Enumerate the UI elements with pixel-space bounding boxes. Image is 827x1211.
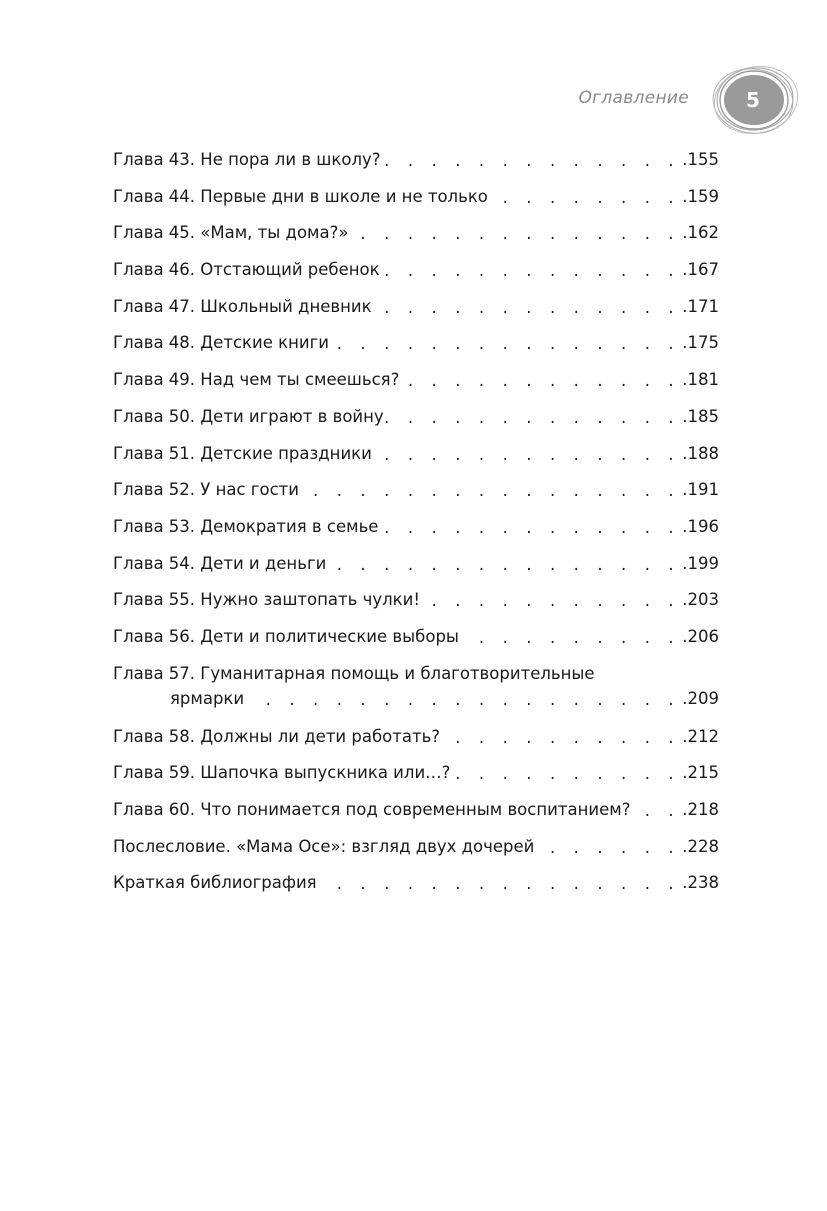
toc-entry-title: Глава 50. Дети играют в войну bbox=[113, 406, 384, 426]
dot-leader bbox=[401, 370, 680, 392]
toc-entry-title: Краткая библиография bbox=[113, 873, 317, 893]
dot-leader bbox=[382, 260, 681, 282]
table-of-contents bbox=[113, 146, 719, 906]
toc-entry-title: Глава 53. Демократия в семье bbox=[113, 516, 379, 536]
toc-entry-title: Глава 55. Нужно заштопать чулки! bbox=[113, 590, 420, 610]
toc-entry bbox=[113, 660, 719, 723]
toc-entry bbox=[113, 586, 719, 623]
toc-entry-title: Глава 54. Дети и деньги bbox=[113, 553, 327, 573]
toc-entry bbox=[113, 293, 719, 330]
toc-entry-title: Глава 60. Что понимается под современным воспитанием? bbox=[113, 800, 631, 819]
dot-leader bbox=[386, 407, 681, 429]
dot-leader bbox=[374, 297, 681, 319]
toc-entry bbox=[113, 219, 719, 256]
toc-entry bbox=[113, 833, 719, 870]
toc-entry-page: .199 bbox=[682, 553, 719, 573]
toc-entry bbox=[113, 550, 719, 587]
page-number: 5 bbox=[746, 88, 760, 112]
toc-entry-page: .215 bbox=[682, 763, 719, 783]
toc-entry-page: .206 bbox=[682, 626, 719, 646]
dot-leader bbox=[350, 223, 680, 245]
dot-leader bbox=[380, 517, 680, 539]
toc-entry-page: .238 bbox=[682, 873, 719, 893]
toc-entry-title: Глава 48. Детские книги bbox=[113, 333, 329, 353]
toc-entry-title: Глава 47. Школьный дневник bbox=[113, 296, 372, 316]
toc-entry-page: .196 bbox=[682, 516, 719, 536]
toc-entry-title: Глава 51. Детские праздники bbox=[113, 443, 372, 463]
toc-entry-page: .203 bbox=[682, 590, 719, 610]
toc-entry bbox=[113, 256, 719, 293]
toc-entry bbox=[113, 796, 719, 833]
toc-entry-page: .218 bbox=[682, 800, 719, 819]
toc-entry-page: .185 bbox=[682, 406, 719, 426]
toc-entry-page: .155 bbox=[682, 150, 719, 169]
dot-leader bbox=[452, 763, 680, 785]
dot-leader bbox=[383, 150, 681, 172]
toc-entry bbox=[113, 366, 719, 403]
toc-entry-title: Глава 43. Не пора ли в школу? bbox=[113, 150, 381, 169]
toc-entry bbox=[113, 440, 719, 477]
section-title: Оглавление bbox=[578, 88, 689, 108]
dot-leader bbox=[632, 800, 680, 822]
toc-entry-page: .212 bbox=[682, 726, 719, 746]
toc-entry bbox=[113, 476, 719, 513]
toc-entry bbox=[113, 723, 719, 760]
toc-entry-page: .171 bbox=[682, 296, 719, 316]
dot-leader bbox=[442, 727, 680, 749]
toc-entry-page: .181 bbox=[682, 370, 719, 390]
dot-leader bbox=[319, 873, 681, 895]
toc-entry-page: .159 bbox=[682, 186, 719, 206]
toc-entry-title: Глава 45. «Мам, ты дома?» bbox=[113, 223, 349, 243]
toc-entry-page: .162 bbox=[682, 223, 719, 243]
toc-entry-title: Глава 44. Первые дни в школе и не только bbox=[113, 186, 488, 206]
toc-entry-title: Глава 56. Дети и политические выборы bbox=[113, 626, 459, 646]
toc-entry bbox=[113, 869, 719, 906]
toc-entry bbox=[113, 759, 719, 796]
toc-entry-title: Глава 46. Отстающий ребенок bbox=[113, 260, 380, 280]
toc-entry-title: Глава 52. У нас гости bbox=[113, 480, 299, 500]
toc-entry-page: .188 bbox=[682, 443, 719, 463]
toc-entry bbox=[113, 146, 719, 183]
toc-entry-page: .191 bbox=[682, 480, 719, 500]
toc-entry-title-continued: ярмарки bbox=[170, 688, 245, 708]
dot-leader bbox=[374, 444, 680, 466]
dot-leader bbox=[461, 627, 680, 649]
dot-leader bbox=[246, 689, 680, 711]
toc-entry-page: .209 bbox=[682, 688, 719, 708]
dot-leader bbox=[331, 333, 680, 355]
toc-entry-title: Глава 57. Гуманитарная помощь и благотворительные bbox=[113, 663, 595, 683]
toc-entry bbox=[113, 513, 719, 550]
dot-leader bbox=[536, 837, 680, 859]
toc-entry-page: .167 bbox=[682, 260, 719, 280]
dot-leader bbox=[328, 554, 680, 576]
toc-entry-title: Глава 58. Должны ли дети работать? bbox=[113, 726, 441, 746]
toc-entry-title: Послесловие. «Мама Осе»: взгляд двух дочерей bbox=[113, 836, 535, 856]
toc-entry-title: Глава 49. Над чем ты смеешься? bbox=[113, 370, 400, 390]
page-number-badge bbox=[711, 66, 801, 134]
dot-leader bbox=[490, 187, 680, 209]
dot-leader bbox=[301, 480, 680, 502]
toc-entry bbox=[113, 183, 719, 220]
toc-entry bbox=[113, 403, 719, 440]
running-header bbox=[501, 66, 801, 134]
toc-entry bbox=[113, 329, 719, 366]
toc-entry-page: .175 bbox=[682, 333, 719, 353]
toc-entry-page: .228 bbox=[682, 836, 719, 856]
toc-entry bbox=[113, 623, 719, 660]
toc-entry-title: Глава 59. Шапочка выпускника или…? bbox=[113, 763, 451, 783]
dot-leader bbox=[422, 590, 680, 612]
